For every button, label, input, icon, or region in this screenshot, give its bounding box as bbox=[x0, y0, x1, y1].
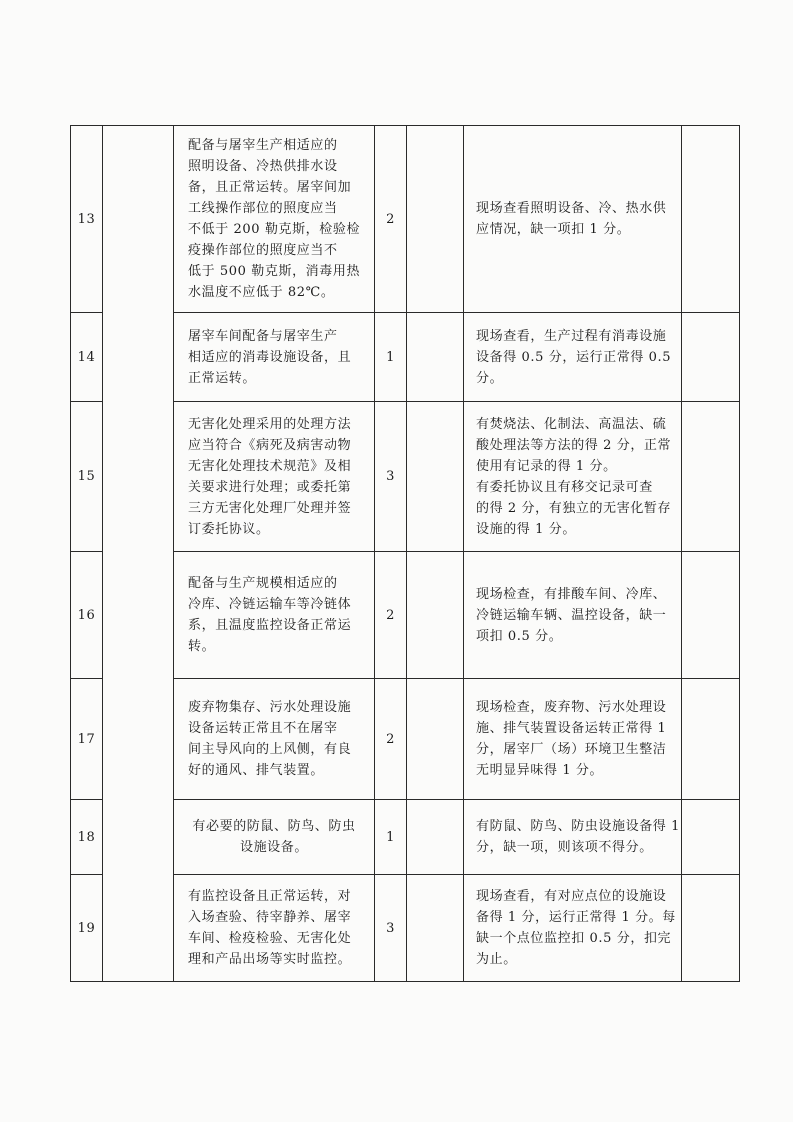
category-cell bbox=[103, 126, 174, 982]
remark-cell bbox=[682, 402, 740, 552]
row-number: 19 bbox=[71, 875, 103, 982]
method-cell: 现场检查，有排酸车间、冷库、 冷链运输车辆、温控设备，缺一 项扣 0.5 分。 bbox=[464, 552, 682, 679]
method-cell: 有防鼠、防鸟、防虫设施设备得 1 分，缺一项，则该项不得分。 bbox=[464, 800, 682, 875]
method-cell: 现场检查，废弃物、污水处理设 施、排气装置设备运转正常得 1 分，屠宰厂（场）环境卫生整洁 无明显异味得 1 分。 bbox=[464, 679, 682, 800]
remark-cell bbox=[682, 800, 740, 875]
row-number: 13 bbox=[71, 126, 103, 313]
score-cell bbox=[407, 313, 464, 402]
remark-cell bbox=[682, 875, 740, 982]
method-cell: 有焚烧法、化制法、高温法、硫 酸处理法等方法的得 2 分，正常 使用有记录的得 1 分。 有委托协议且有移交记录可查 的得 2 分，有独立的无害化暂存 设施的得 1 分。 bbox=[464, 402, 682, 552]
requirement-cell: 有监控设备且正常运转，对 入场查验、待宰静养、屠宰 车间、检疫检验、无害化处 理和产品出场等实时监控。 bbox=[174, 875, 375, 982]
points-cell: 3 bbox=[375, 875, 407, 982]
requirement-cell: 配备与生产规模相适应的 冷库、冷链运输车等冷链体 系，且温度监控设备正常运 转。 bbox=[174, 552, 375, 679]
score-cell bbox=[407, 679, 464, 800]
requirement-cell: 无害化处理采用的处理方法 应当符合《病死及病害动物 无害化处理技术规范》及相 关要求进行处理；或委托第 三方无害化处理厂处理并签 订委托协议。 bbox=[174, 402, 375, 552]
points-cell: 1 bbox=[375, 800, 407, 875]
points-cell: 1 bbox=[375, 313, 407, 402]
score-cell bbox=[407, 552, 464, 679]
method-cell: 现场查看，生产过程有消毒设施 设备得 0.5 分，运行正常得 0.5 分。 bbox=[464, 313, 682, 402]
points-cell: 3 bbox=[375, 402, 407, 552]
score-cell bbox=[407, 402, 464, 552]
score-cell bbox=[407, 875, 464, 982]
points-cell: 2 bbox=[375, 552, 407, 679]
remark-cell bbox=[682, 313, 740, 402]
remark-cell bbox=[682, 126, 740, 313]
score-cell bbox=[407, 126, 464, 313]
method-cell: 现场查看，有对应点位的设施设 备得 1 分，运行正常得 1 分。每 缺一个点位监控扣 0.5 分，扣完 为止。 bbox=[464, 875, 682, 982]
method-cell: 现场查看照明设备、冷、热水供 应情况，缺一项扣 1 分。 bbox=[464, 126, 682, 313]
row-number: 16 bbox=[71, 552, 103, 679]
points-cell: 2 bbox=[375, 126, 407, 313]
row-number: 18 bbox=[71, 800, 103, 875]
requirement-cell: 屠宰车间配备与屠宰生产 相适应的消毒设施设备，且 正常运转。 bbox=[174, 313, 375, 402]
requirement-cell: 废弃物集存、污水处理设施 设备运转正常且不在屠宰 间主导风向的上风侧，有良 好的通风、排气装置。 bbox=[174, 679, 375, 800]
table-row bbox=[71, 126, 740, 313]
score-cell bbox=[407, 800, 464, 875]
remark-cell bbox=[682, 679, 740, 800]
row-number: 17 bbox=[71, 679, 103, 800]
remark-cell bbox=[682, 552, 740, 679]
requirement-cell: 有必要的防鼠、防鸟、防虫 设施设备。 bbox=[174, 800, 375, 875]
requirement-cell: 配备与屠宰生产相适应的 照明设备、冷热供排水设 备，且正常运转。屠宰间加 工线操作部位的照度应当 不低于 200 勒克斯，检验检 疫操作部位的照度应当不 低于 500 勒克斯，消毒用热 水温度不应低于 82℃。 bbox=[174, 126, 375, 313]
row-number: 14 bbox=[71, 313, 103, 402]
row-number: 15 bbox=[71, 402, 103, 552]
points-cell: 2 bbox=[375, 679, 407, 800]
inspection-table bbox=[70, 125, 740, 982]
